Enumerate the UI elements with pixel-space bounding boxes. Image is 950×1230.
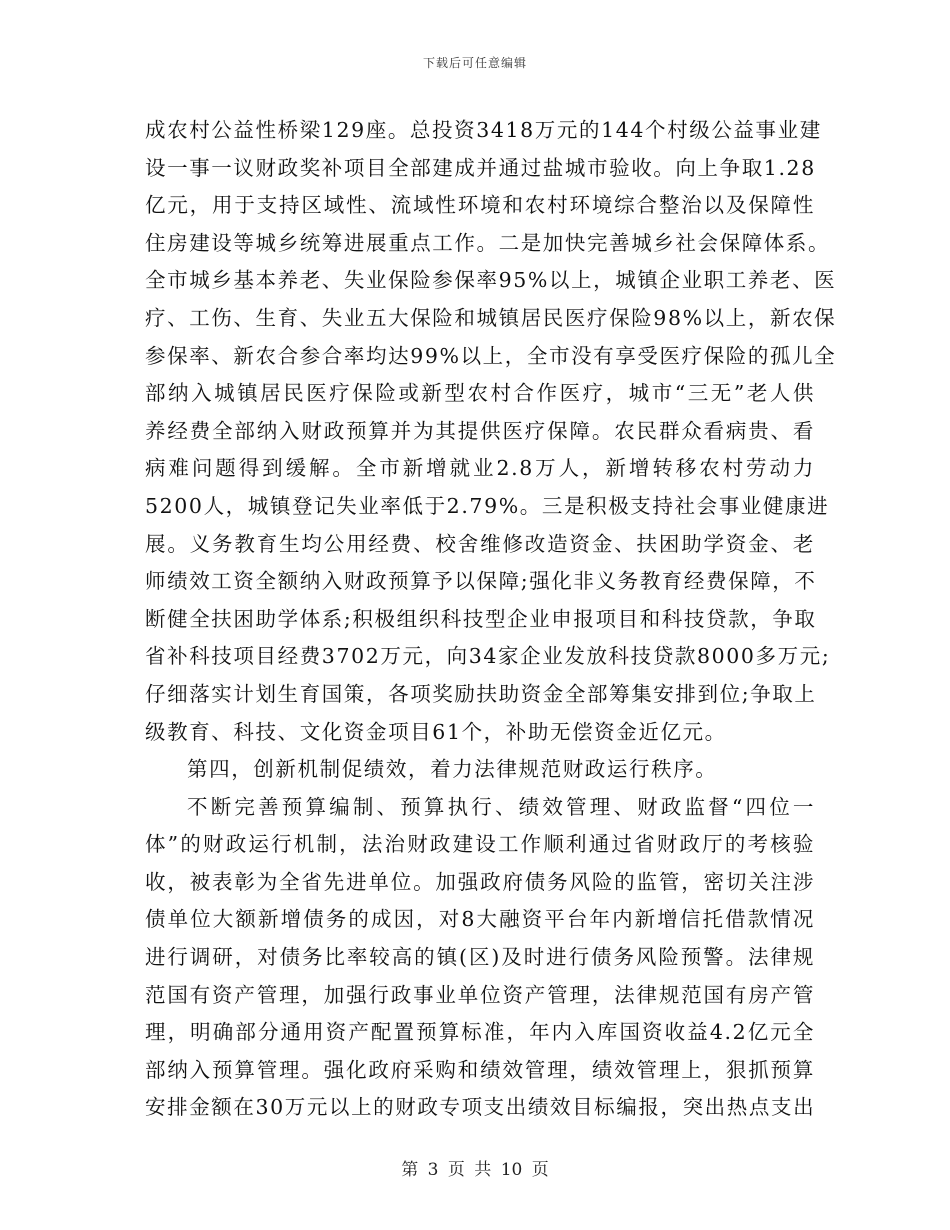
text-line: 病难问题得到缓解。全市新增就业2.8万人，新增转移农村劳动力 [145, 456, 815, 481]
text-line: 安排金额在30万元以上的财政专项支出绩效目标编报，突出热点支出 [145, 1095, 816, 1120]
text-line: 参保率、新农合参合率均达99%以上，全市没有享受医疗保险的孤儿全 [145, 343, 837, 368]
text-line: 亿元，用于支持区域性、流域性环境和农村环境综合整治以及保障性 [145, 193, 815, 218]
text-line: 5200人，城镇登记失业率低于2.79%。三是积极支持社会事业健康进 [145, 493, 830, 518]
text-line: 全市城乡基本养老、失业保险参保率95%以上，城镇企业职工养老、医 [145, 268, 837, 293]
text-line: 断健全扶困助学体系;积极组织科技型企业申报项目和科技贷款，争取 [145, 606, 817, 631]
text-line: 范国有资产管理，加强行政事业单位资产管理，法律规范国有房产管 [145, 982, 815, 1007]
text-line: 师绩效工资全额纳入财政预算予以保障;强化非义务教育经费保障，不 [145, 569, 817, 594]
text-line: 理，明确部分通用资产配置预算标准，年内入库国资收益4.2亿元全 [145, 1020, 815, 1045]
text-line: 展。义务教育生均公用经费、校舍维修改造资金、扶困助学资金、老 [145, 531, 815, 556]
text-line: 疗、工伤、生育、失业五大保险和城镇居民医疗保险98%以上，新农保 [145, 305, 837, 330]
document-body [145, 112, 837, 1127]
text-line: 养经费全部纳入财政预算并为其提供医疗保障。农民群众看病贵、看 [145, 418, 815, 443]
text-line: 不断完善预算编制、预算执行、绩效管理、财政监督“四位一 [187, 794, 815, 819]
text-line: 仔细落实计划生育国策，各项奖励扶助资金全部筹集安排到位;争取上 [145, 681, 817, 706]
text-line: 成农村公益性桥梁129座。总投资3418万元的144个村级公益事业建 [145, 118, 822, 142]
text-line: 进行调研，对债务比率较高的镇(区)及时进行债务风险预警。法律规 [145, 945, 815, 970]
text-line: 债单位大额新增债务的成因，对8大融资平台年内新增信托借款情况 [145, 907, 815, 932]
text-line: 部纳入预算管理。强化政府采购和绩效管理，绩效管理上，狠抓预算 [145, 1057, 815, 1082]
text-line: 体”的财政运行机制，法治财政建设工作顺利通过省财政厅的考核验 [145, 832, 815, 857]
page-footer: 第 3 页 共 10 页 [401, 1160, 549, 1180]
text-line: 收，被表彰为全省先进单位。加强政府债务风险的监管，密切关注涉 [145, 869, 815, 894]
text-line: 设一事一议财政奖补项目全部建成并通过盐城市验收。向上争取1.28 [145, 155, 816, 180]
text-line: 省补科技项目经费3702万元，向34家企业发放科技贷款8000多万元; [145, 644, 831, 669]
text-line: 部纳入城镇居民医疗保险或新型农村合作医疗，城市“三无”老人供 [145, 381, 815, 406]
text-line: 级教育、科技、文化资金项目61个，补助无偿资金近亿元。 [145, 719, 727, 744]
page-header: 下载后可任意编辑 [422, 56, 527, 70]
section-heading: 第四，创新机制促绩效，着力法律规范财政运行秩序。 [187, 757, 718, 782]
text-line: 住房建设等城乡统筹进展重点工作。二是加快完善城乡社会保障体系。 [145, 230, 831, 255]
